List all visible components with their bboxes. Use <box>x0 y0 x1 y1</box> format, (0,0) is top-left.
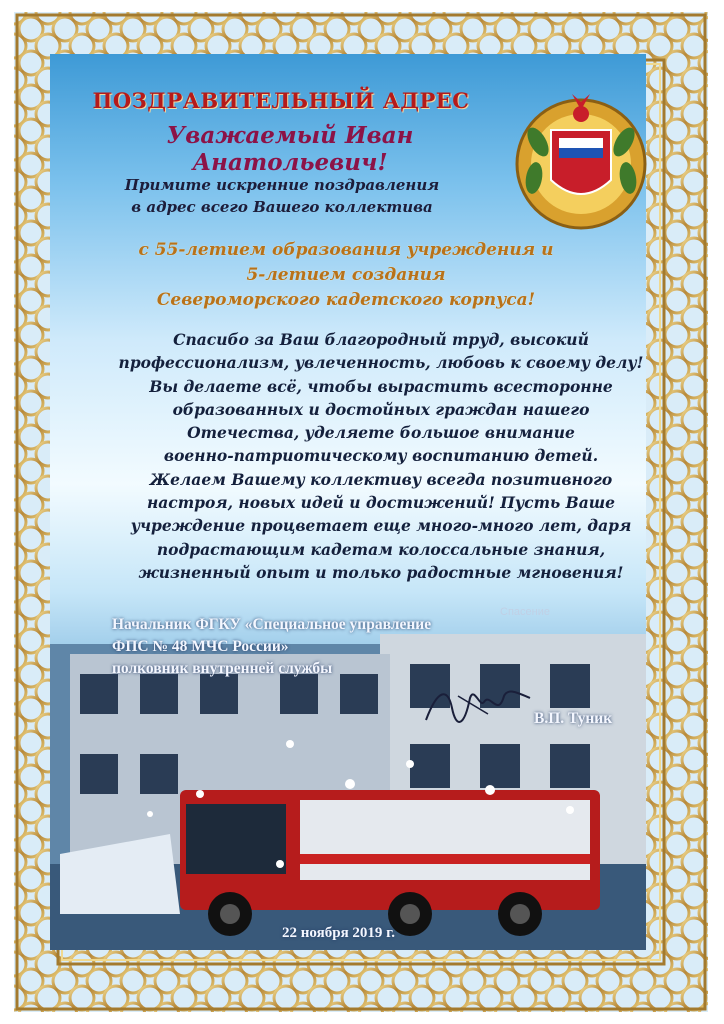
text-line: подрастающим кадетам колоссальные знания, <box>156 539 606 559</box>
text-line: военно-патриотическому воспитанию детей. <box>163 446 599 466</box>
signatory-line: полковник внутренней службы <box>112 660 333 677</box>
congratulation-body <box>96 328 666 584</box>
fire-service-emblem-icon <box>508 82 654 232</box>
handwritten-signature <box>418 678 538 736</box>
acceptance-text <box>96 174 468 218</box>
text-line: Спасибо за Ваш благородный труд, высокий <box>173 330 589 349</box>
text-line: Отечества, уделяете большое внимание <box>187 423 575 443</box>
text-line: Примите искренние поздравления <box>124 176 440 194</box>
document-title: ПОЗДРАВИТЕЛЬНЫЙ АДРЕС <box>92 88 470 113</box>
document-date: 22 ноября 2019 г. <box>282 925 396 941</box>
text-line: 5-летием создания <box>246 265 446 285</box>
anniversary-text <box>96 238 596 313</box>
text-line: настроя, новых идей и достижений! Пусть Ваше <box>146 493 616 513</box>
signatory-line: Начальник ФГКУ «Специальное управление <box>112 616 432 633</box>
text-line: Североморского кадетского корпуса! <box>156 290 536 310</box>
signatory-block <box>112 614 542 680</box>
text-line: образованных и достойных граждан нашего <box>172 399 590 419</box>
text-line: в адрес всего Вашего коллектива <box>131 198 433 216</box>
signatory-name: В.П. Туник <box>534 710 613 727</box>
salutation: Уважаемый Иван Анатольевич! <box>166 122 414 176</box>
signatory-line: ФПС № 48 МЧС России» <box>112 638 289 655</box>
text-line: с 55-летием образования учреждения и <box>138 240 554 260</box>
text-line: Вы делаете всё, чтобы вырастить всесторонне <box>149 376 613 396</box>
text-line: жизненный опыт и только радостные мгновения! <box>138 562 624 582</box>
text-line: профессионализм, увлеченность, любовь к своему делу! <box>118 353 644 373</box>
background-banner-text: Спасение <box>500 606 550 618</box>
text-line: учреждение процветает еще много-много лет, даря <box>130 516 632 536</box>
text-line: Желаем Вашему коллективу всегда позитивного <box>149 469 613 489</box>
